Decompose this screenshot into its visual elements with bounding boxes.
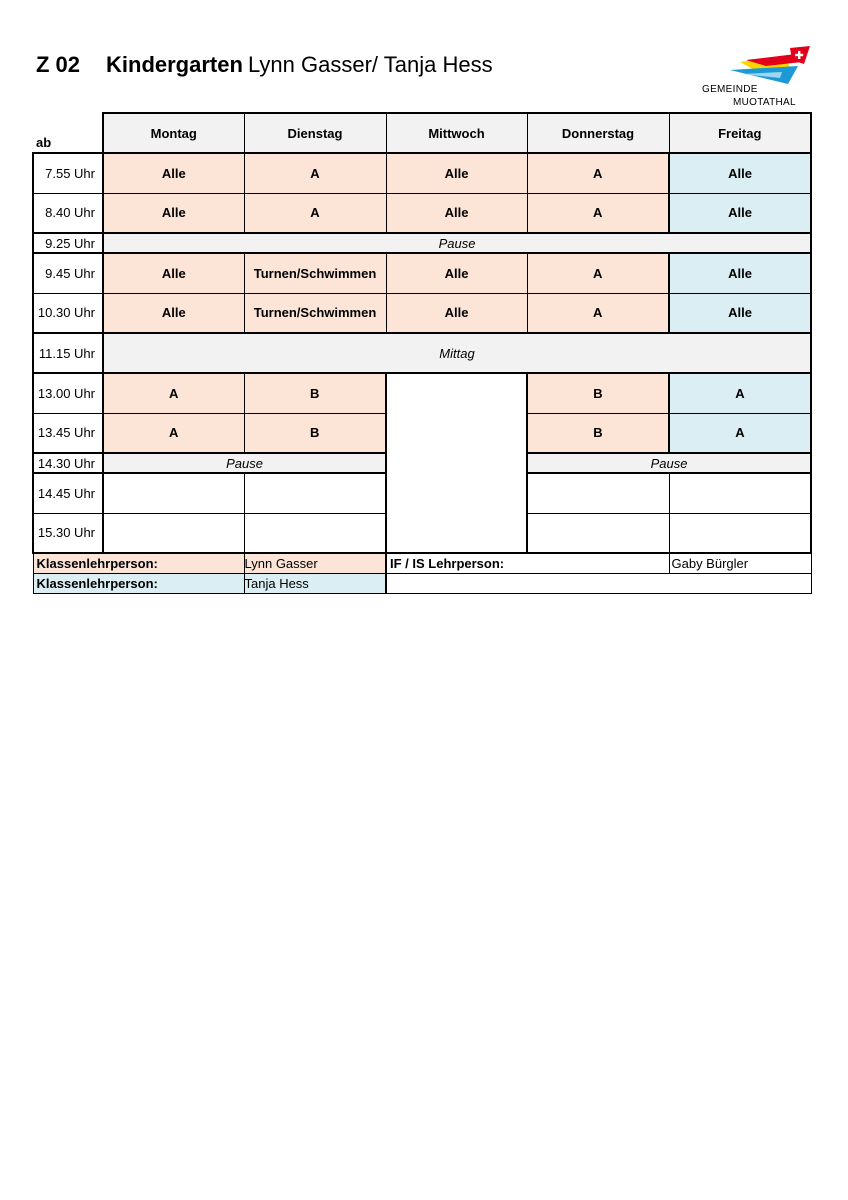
day-header: Donnerstag bbox=[527, 113, 669, 153]
lesson-cell: Alle bbox=[386, 253, 527, 293]
lesson-cell: A bbox=[527, 293, 669, 333]
time-cell: 9.45 Uhr bbox=[33, 253, 103, 293]
empty-cell bbox=[244, 513, 386, 553]
lunch-cell: Mittag bbox=[103, 333, 811, 373]
lesson-cell: A bbox=[244, 153, 386, 193]
class-type: Kindergarten bbox=[106, 52, 243, 77]
lesson-cell: Alle bbox=[669, 193, 811, 233]
table-row bbox=[33, 153, 811, 193]
class-teachers: Lynn Gasser/ Tanja Hess bbox=[248, 52, 493, 77]
lesson-cell: Turnen/Schwimmen bbox=[244, 293, 386, 333]
empty-cell bbox=[103, 513, 244, 553]
lesson-cell: A bbox=[527, 253, 669, 293]
day-header: Dienstag bbox=[244, 113, 386, 153]
lesson-cell: B bbox=[527, 413, 669, 453]
lesson-cell: Alle bbox=[103, 253, 244, 293]
time-cell: 10.30 Uhr bbox=[33, 293, 103, 333]
class-teacher-1: Lynn Gasser bbox=[244, 553, 386, 573]
lesson-cell: Alle bbox=[669, 253, 811, 293]
time-cell: 9.25 Uhr bbox=[33, 233, 103, 253]
if-teacher: Gaby Bürgler bbox=[669, 553, 811, 573]
timetable bbox=[32, 112, 812, 594]
table-row bbox=[33, 293, 811, 333]
lesson-cell: B bbox=[244, 413, 386, 453]
municipality-logo bbox=[700, 44, 812, 110]
lesson-cell: A bbox=[527, 153, 669, 193]
break-cell: Pause bbox=[103, 233, 811, 253]
lesson-cell: A bbox=[669, 373, 811, 413]
lesson-cell: Alle bbox=[386, 293, 527, 333]
lesson-cell: Alle bbox=[103, 293, 244, 333]
day-header: Freitag bbox=[669, 113, 811, 153]
table-row bbox=[33, 193, 811, 233]
table-row bbox=[33, 333, 811, 373]
empty-cell bbox=[669, 513, 811, 553]
break-cell: Pause bbox=[527, 453, 811, 473]
table-row bbox=[33, 373, 811, 413]
lesson-cell: Alle bbox=[103, 193, 244, 233]
lesson-cell: A bbox=[103, 373, 244, 413]
lesson-cell: Alle bbox=[103, 153, 244, 193]
logo-text-line2: MUOTATHAL bbox=[733, 97, 796, 108]
time-cell: 14.30 Uhr bbox=[33, 453, 103, 473]
lesson-cell: A bbox=[244, 193, 386, 233]
lesson-cell: A bbox=[103, 413, 244, 453]
time-cell: 15.30 Uhr bbox=[33, 513, 103, 553]
class-teacher-label: Klassenlehrperson: bbox=[33, 553, 244, 573]
lesson-cell: Alle bbox=[669, 293, 811, 333]
empty-cell bbox=[103, 473, 244, 513]
time-cell: 11.15 Uhr bbox=[33, 333, 103, 373]
empty-wednesday-afternoon bbox=[386, 373, 527, 553]
class-teacher-label: Klassenlehrperson: bbox=[33, 573, 244, 593]
lesson-cell: Alle bbox=[669, 153, 811, 193]
logo-text-line1: GEMEINDE bbox=[702, 84, 758, 95]
time-cell: 7.55 Uhr bbox=[33, 153, 103, 193]
empty-cell bbox=[527, 473, 669, 513]
time-cell: 8.40 Uhr bbox=[33, 193, 103, 233]
empty-cell bbox=[244, 473, 386, 513]
table-row bbox=[33, 253, 811, 293]
lesson-cell: B bbox=[244, 373, 386, 413]
lesson-cell: B bbox=[527, 373, 669, 413]
empty-footer-cell bbox=[386, 573, 811, 593]
table-row bbox=[33, 233, 811, 253]
if-teacher-label: IF / IS Lehrperson: bbox=[386, 553, 669, 573]
empty-cell bbox=[527, 513, 669, 553]
class-teacher-2: Tanja Hess bbox=[244, 573, 386, 593]
footer-row bbox=[33, 573, 811, 593]
lesson-cell: A bbox=[527, 193, 669, 233]
footer-row bbox=[33, 553, 811, 573]
logo-mark-icon bbox=[700, 44, 812, 88]
class-code: Z 02 bbox=[36, 52, 81, 77]
time-cell: 13.45 Uhr bbox=[33, 413, 103, 453]
day-header: Mittwoch bbox=[386, 113, 527, 153]
empty-cell bbox=[669, 473, 811, 513]
corner-label: ab bbox=[33, 113, 103, 153]
lesson-cell: Turnen/Schwimmen bbox=[244, 253, 386, 293]
lesson-cell: Alle bbox=[386, 193, 527, 233]
time-cell: 13.00 Uhr bbox=[33, 373, 103, 413]
day-header: Montag bbox=[103, 113, 244, 153]
break-cell: Pause bbox=[103, 453, 386, 473]
lesson-cell: Alle bbox=[386, 153, 527, 193]
lesson-cell: A bbox=[669, 413, 811, 453]
time-cell: 14.45 Uhr bbox=[33, 473, 103, 513]
table-header-row bbox=[33, 113, 811, 153]
page-title bbox=[36, 52, 493, 82]
